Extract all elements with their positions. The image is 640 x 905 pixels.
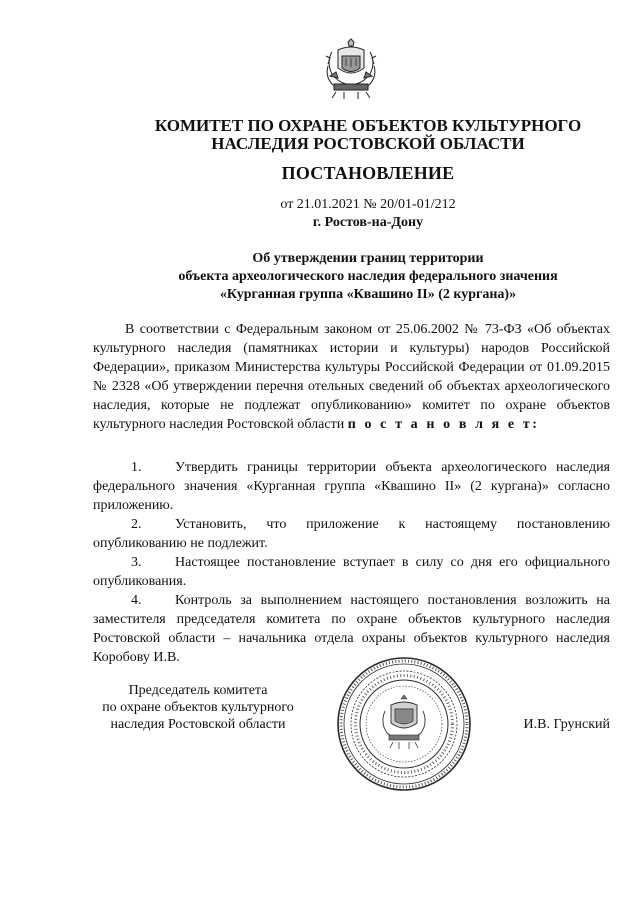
city: г. Ростов-на-Дону	[312, 215, 424, 230]
item-text: Установить, что приложение к настоящему постановлению опубликованию не подлежит.	[93, 517, 610, 551]
item-number: 3.	[131, 555, 142, 570]
list-item	[93, 458, 610, 515]
list-item	[93, 553, 610, 591]
official-round-seal-icon	[335, 655, 473, 793]
rostov-region-coat-of-arms-icon	[318, 36, 384, 102]
preamble-text: В соответствии с Федеральным законом от 25.06.2002 № 73-ФЗ «Об объектах культурного наследия (памятниках истории и культуры) народов Российской Федерации», приказом Министерства культуры Российской Федерации от 01.09.2015 № 2328 «Об утверждении перечня отельных сведений об объектах археологического наследия, которые не подлежат опубликованию» комитет по охране объектов культурного наследия Ростовской области	[93, 322, 610, 432]
position-line2: по охране объектов культурного	[102, 700, 294, 715]
item-text: Контроль за выполнением настоящего постановления возложить на заместителя председателя комитета по охране объектов культурного наследия Ростовской области – начальника отдела охраны объектов культурного наследия Коробову И.В.	[93, 593, 610, 665]
item-number: 1.	[131, 460, 142, 475]
list-item	[93, 515, 610, 553]
item-text: Утвердить границы территории объекта археологического наследия федерального значения «Курганная группа «Квашино II» (2 кургана)» согласно приложению.	[93, 460, 610, 513]
document-type: ПОСТАНОВЛЕНИЕ	[281, 163, 455, 183]
signatory-name: И.В. Грунский	[523, 717, 610, 732]
item-text: Настоящее постановление вступает в силу со дня его официального опубликования.	[93, 555, 610, 589]
signatory-position	[90, 682, 306, 733]
item-number: 4.	[131, 593, 142, 608]
subject-line2: объекта археологического наследия федерального значения	[178, 269, 558, 284]
decree-word: п о с т а н о в л я е т:	[347, 417, 540, 432]
decree-items	[93, 458, 610, 667]
preamble	[93, 320, 610, 434]
org-name-line1: КОМИТЕТ ПО ОХРАНЕ ОБЪЕКТОВ КУЛЬТУРНОГО	[154, 116, 582, 135]
item-number: 2.	[131, 517, 142, 532]
subject-line1: Об утверждении границ территории	[252, 251, 484, 266]
subject-line3: «Курганная группа «Квашино II» (2 кургана)»	[219, 287, 517, 302]
org-name-line2: НАСЛЕДИЯ РОСТОВСКОЙ ОБЛАСТИ	[211, 134, 525, 153]
position-line3: наследия Ростовской области	[110, 717, 286, 732]
position-line1: Председатель комитета	[128, 683, 268, 698]
date-number: от 21.01.2021 № 20/01-01/212	[280, 197, 456, 212]
